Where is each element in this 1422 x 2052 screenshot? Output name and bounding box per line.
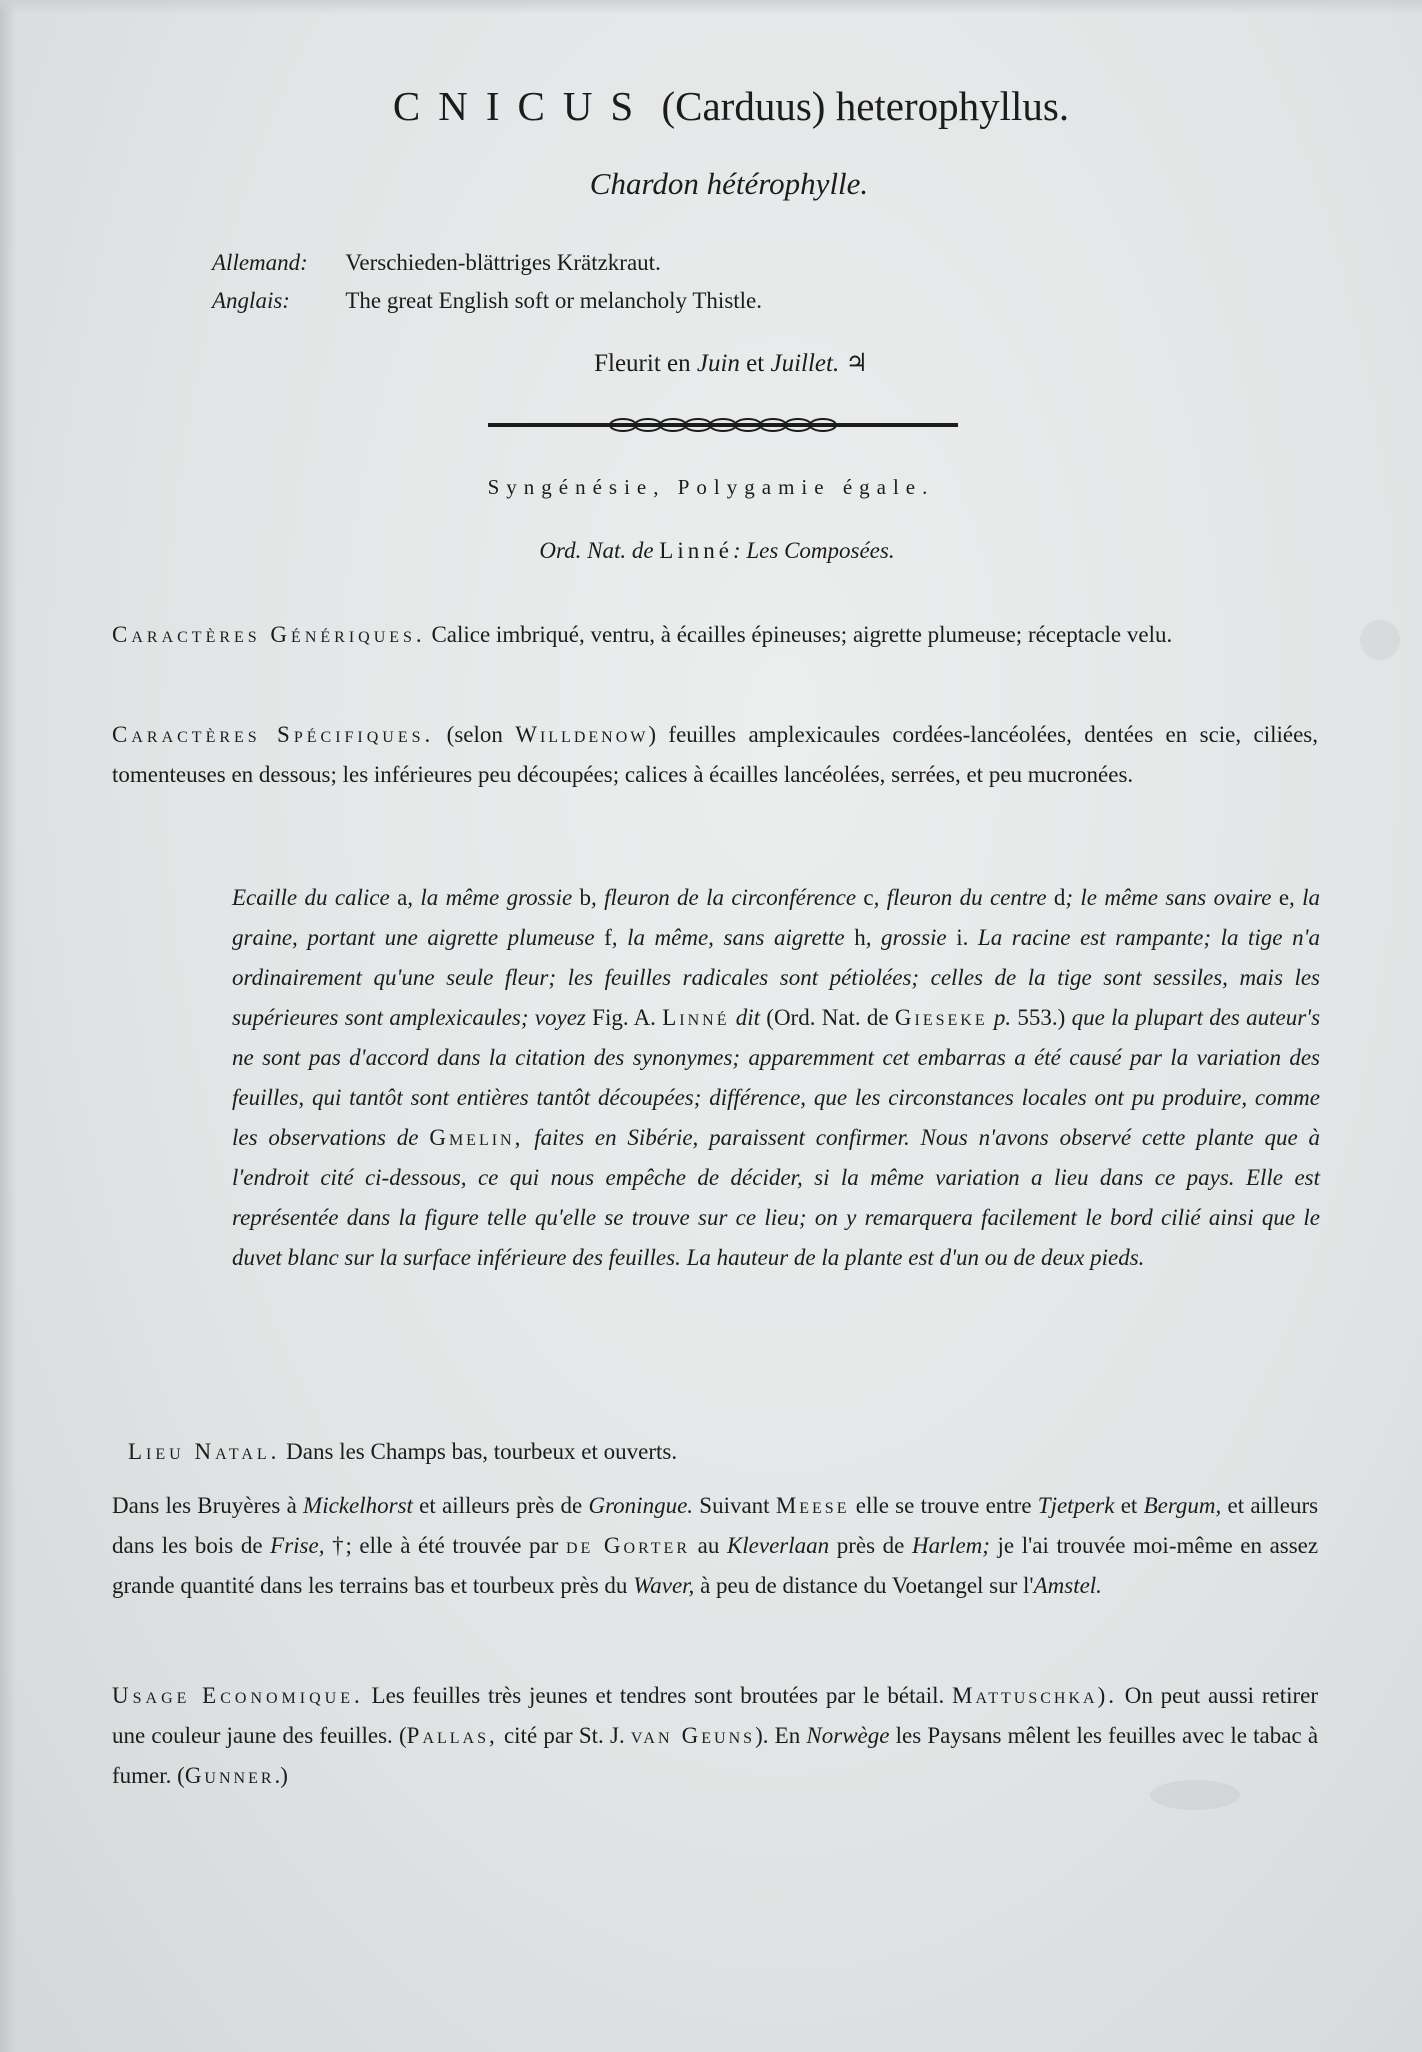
desc-text: La racine est rampante; la tige n'a ordinairement qu'une seule fleur; les feuilles radicales sont pétiolées; celles de la tige sont sessiles, mais les supérieures sont amplexicaules; voyez (232, 925, 1320, 1030)
figure-letter: i. (956, 925, 969, 950)
habitat-text-span: elle se trouve entre (855, 1493, 1032, 1518)
author-linne: Linné (662, 1005, 730, 1030)
place-name: Tjetperk (1037, 1493, 1115, 1518)
specific-characters-pre: (selon (446, 722, 503, 747)
place-name: Kleverlaan (726, 1533, 830, 1558)
english-name: The great English soft or melancholy Thistle. (345, 288, 763, 313)
habitat-label: Lieu Natal. (128, 1439, 281, 1464)
figure-reference: Fig. A. (592, 1005, 656, 1030)
flowering-month2: Juillet. (770, 350, 840, 377)
perennial-symbol: ♃ (845, 350, 868, 377)
page-title (20, 82, 1422, 130)
specific-characters-text: ) feuilles amplexicaules cordées-lancéolées, dentées en scie, ciliées, tomenteuses en dessous; les inférieures peu découpées; calices à écailles lancéolées, serrées, et peu mucronées. (112, 722, 1318, 787)
flowering-line (20, 348, 1422, 378)
classification: Syngénésie, Polygamie égale. (487, 475, 935, 499)
title-subgenus: (Carduus) (661, 83, 826, 129)
habitat-text-span: près de (836, 1533, 905, 1558)
vernacular-english (212, 288, 762, 314)
desc-text: , grossie (865, 925, 947, 950)
habitat-intro: Dans les Champs bas, tourbeux et ouverts. (286, 1439, 678, 1464)
desc-text: , la même grossie (407, 885, 573, 910)
flowering-month1: Juin (696, 350, 740, 377)
desc-text: ; le même sans ovaire (1065, 885, 1272, 910)
figure-letter: h (854, 925, 866, 950)
authority-willdenow: Willdenow (515, 722, 649, 747)
german-lang-label: Allemand: (212, 250, 308, 275)
place-name: Bergum, (1143, 1493, 1222, 1518)
desc-text: dit (735, 1005, 761, 1030)
habitat-text-span: Suivant (699, 1493, 770, 1518)
usage-label: Usage Economique. (112, 1683, 364, 1708)
figure-letter: f (604, 925, 612, 950)
place-name: Amstel. (1033, 1573, 1102, 1598)
place-name: Frise, (270, 1533, 325, 1558)
generic-characters-text: Calice imbriqué, ventru, à écailles épineuses; aigrette plumeuse; réceptacle velu. (431, 622, 1173, 647)
desc-text: , la graine, portant une aigrette plumeuse (232, 885, 1321, 950)
page-subtitle: Chardon hétérophylle. (589, 166, 869, 201)
author-mattuschka: Mattuschka). (952, 1683, 1118, 1708)
habitat-text-span: Dans les Bruyères à (112, 1493, 297, 1518)
habitat-text-span: et ailleurs dans les bois de (112, 1493, 1319, 1558)
reference-open: (Ord. Nat. de (766, 1005, 889, 1030)
page-number: 553.) (1017, 1005, 1066, 1030)
desc-text: , fleuron du centre (873, 885, 1047, 910)
page-top-shadow (0, 0, 1422, 14)
usage-text: On peut aussi retirer une couleur jaune des feuilles. ( (112, 1683, 1319, 1748)
habitat-text-span: à peu de distance du Voetangel sur l' (700, 1573, 1034, 1598)
habitat-text-span: je l'ai trouvée moi-même en assez grande quantité dans les terrains bas et tourbeux près du (112, 1533, 1319, 1598)
english-lang-label: Anglais: (212, 288, 290, 313)
page-edge-shadow (0, 0, 16, 2052)
author-meese: Meese (775, 1493, 850, 1518)
place-name: Groningue. (588, 1493, 694, 1518)
figure-letter: e (1278, 885, 1290, 910)
order-author: Linné (659, 538, 733, 563)
natural-order (6, 538, 1422, 564)
generic-characters-label: Caractères Génériques. (112, 622, 426, 647)
place-name: Mickelhorst (303, 1493, 413, 1518)
author-gmelin: Gmelin, (429, 1125, 524, 1150)
author-de-gorter: de Gorter (565, 1533, 691, 1558)
flowering-conj: et (746, 350, 765, 377)
desc-text: faites en Sibérie, paraissent confirmer. Nous n'avons observé cette plante que à l'endroit cité ci-dessous, ce qui nous empêche de décider, si la même variation a lieu dans ce pays. Elle est représentée dans la figure telle qu'elle se trouve sur ce lieu; on y remarquera facilement le bord cilié ainsi que le duvet blanc sur la surface inférieure des feuilles. La hauteur de la plante est d'un ou de deux pieds. (232, 1125, 1321, 1270)
specific-characters-label: Caractères Spécifiques. (112, 722, 435, 747)
author-pallas: Pallas, (406, 1723, 498, 1748)
specific-characters (112, 715, 1318, 795)
figure-letter: d (1053, 885, 1066, 910)
author-van-geuns: van Geuns (630, 1723, 756, 1748)
usage-text: .) (274, 1763, 288, 1788)
figure-letter: a (397, 885, 408, 910)
flowering-prefix: Fleurit en (594, 350, 691, 377)
habitat-heading (128, 1432, 1318, 1472)
page-abbrev: p. (993, 1005, 1012, 1030)
vernacular-german (212, 250, 661, 276)
title-genus: CNICUS (392, 83, 652, 129)
title-species: heterophyllus. (835, 83, 1070, 129)
usage-text: les Paysans mêlent les feuilles avec le tabac à fumer. ( (112, 1723, 1319, 1788)
author-gunner: Gunner (184, 1763, 275, 1788)
place-name: Harlem; (912, 1533, 990, 1558)
plant-description (232, 878, 1320, 1278)
place-name: Norwège (806, 1723, 890, 1748)
usage-text: cité par St. J. (503, 1723, 625, 1748)
ornamental-rule (488, 414, 958, 436)
habitat-text (112, 1486, 1318, 1606)
habitat-text-span: et (1120, 1493, 1138, 1518)
habitat-text-span: †; elle à été trouvée par (332, 1533, 559, 1558)
economic-usage (112, 1676, 1318, 1796)
order-prefix: Ord. Nat. de (539, 538, 654, 563)
figure-letter: b (579, 885, 592, 910)
usage-text: ). En (755, 1723, 801, 1748)
author-gieseke: Gieseke (894, 1005, 988, 1030)
desc-text: que la plupart des auteur's ne sont pas d'accord dans la citation des synonymes; apparemment cet embarras a été causé par la variation des feuilles, qui tantôt sont entières tantôt découpées; différence, que les circonstances locales ont pu produire, comme les observations de (232, 1005, 1321, 1150)
usage-text: Les feuilles très jeunes et tendres sont broutées par le bétail. (371, 1683, 945, 1708)
habitat-text-span: et ailleurs près de (419, 1493, 583, 1518)
desc-text: , fleuron de la circonférence (591, 885, 857, 910)
order-suffix: : Les Composées. (732, 538, 895, 563)
paper-stain (1360, 620, 1400, 660)
figure-letter: c (863, 885, 874, 910)
habitat-text-span: au (697, 1533, 720, 1558)
desc-text: , la même, sans aigrette (611, 925, 845, 950)
generic-characters (112, 615, 1318, 655)
place-name: Waver, (633, 1573, 695, 1598)
german-name: Verschieden-blättriges Krätzkraut. (345, 250, 661, 275)
desc-text: Ecaille du calice (232, 885, 390, 910)
